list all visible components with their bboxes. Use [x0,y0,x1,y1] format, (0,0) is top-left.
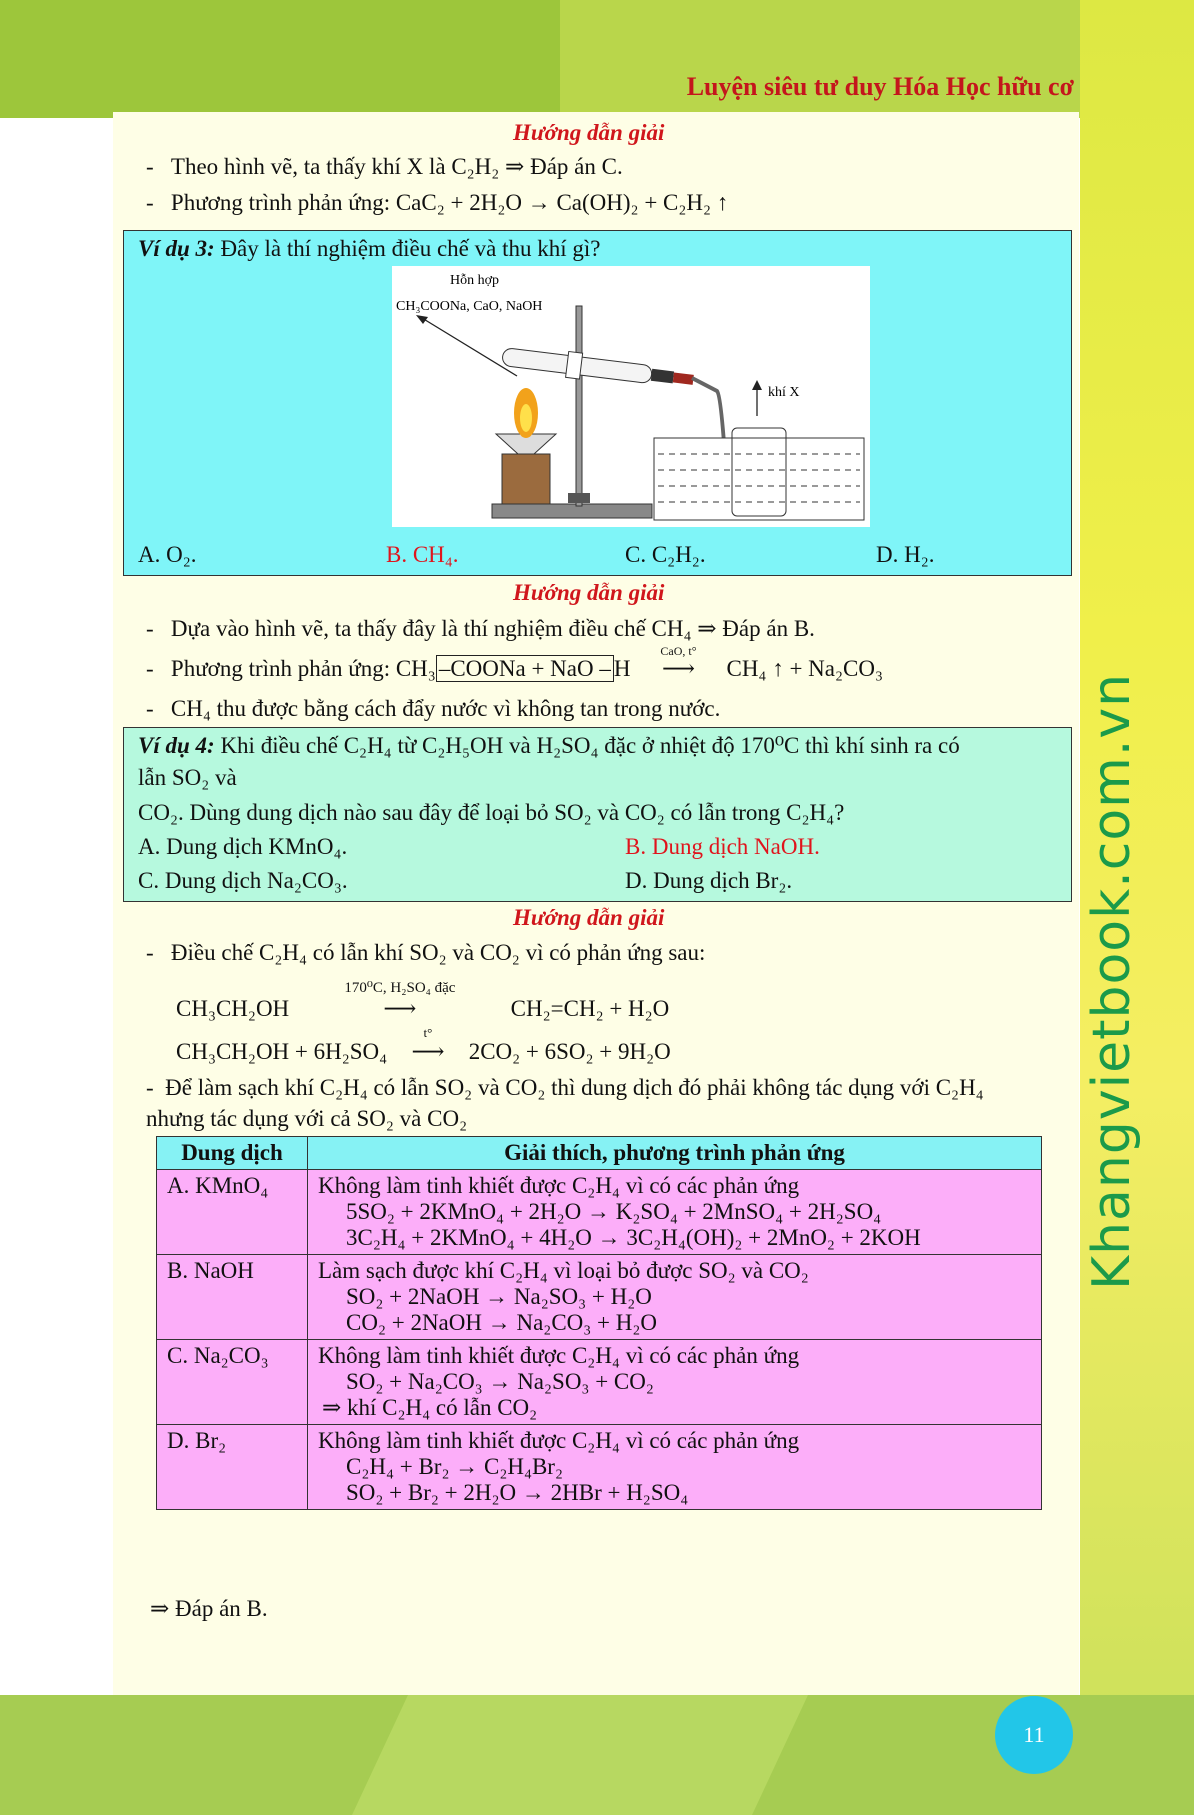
explanation-table [156,1136,1042,1510]
solution-heading-4: Hướng dẫn giải [513,905,665,930]
solution1-line2: - Phương trình phản ứng: CaC₂ + 2H₂O → Ca(OH)₂ + C₂H₂ ↑ [146,190,729,215]
table-cell-name: B. NaOH [157,1255,308,1340]
apparatus-figure [392,266,870,527]
solution3-line3: - CH₄ thu được bằng cách đẩy nước vì không tan trong nước. [146,696,721,721]
solution4-line3: nhưng tác dụng với cả SO₂ và CO₂ [146,1106,468,1131]
solution-heading-3: Hướng dẫn giải [513,580,665,605]
reaction1-condition: 170⁰C, H₂SO₄ đặc [344,980,456,996]
page-number: 11 [995,1696,1073,1774]
solution3-eq-boxed: –COONa + NaO – [436,655,614,682]
example4-option-d[interactable]: D. Dung dịch Br₂. [625,868,793,893]
table-equation: SO₂ + 2NaOH → Na₂SO₃ + H₂O [346,1284,652,1309]
solution4-line2: - Để làm sạch khí C₂H₄ có lẫn SO₂ và CO₂ thì dung dịch đó phải không tác dụng với C₂H₄ [146,1075,984,1100]
example4-text1: Khi điều chế C₂H₄ từ C₂H₅OH và H₂SO₄ đặc ở nhiệt độ 170⁰C thì khí sinh ra có [220,733,960,758]
example3-option-b[interactable]: B. CH₄. [386,542,459,567]
example4-question-line2: lẫn SO₂ và [138,765,237,790]
table-equation: CO₂ + 2NaOH → Na₂CO₃ + H₂O [346,1310,657,1335]
table-line: Không làm tinh khiết được C₂H₄ vì có các phản ứng [318,1173,800,1198]
example4-option-b[interactable]: B. Dung dịch NaOH. [625,834,820,859]
solution3-text1: Dựa vào hình vẽ, ta thấy đây là thí nghiệm điều chế CH₄ ⇒ Đáp án B. [170,616,815,641]
table-row [157,1170,1042,1255]
example4-option-a[interactable]: A. Dung dịch KMnO₄. [138,834,348,859]
solution-heading-1: Hướng dẫn giải [513,120,665,145]
footer-band-accent [352,1695,808,1815]
table-cell-explanation [308,1170,1042,1255]
solution4-text1: Điều chế C₂H₄ có lẫn khí SO₂ và CO₂ vì có phản ứng sau: [170,940,706,965]
reaction1-left: CH₃CH₂OH [176,996,290,1021]
table-cell-explanation [308,1340,1042,1425]
header-title: Luyện siêu tư duy Hóa Học hữu cơ [686,72,1074,101]
example4-label: Ví dụ 4: [138,733,215,758]
solution3-arrow-condition: CaO, t° [660,644,697,658]
table-cell-explanation [308,1255,1042,1340]
table-line: Không làm tinh khiết được C₂H₄ vì có các phản ứng [318,1428,800,1453]
example3-option-c[interactable]: C. C₂H₂. [625,542,706,567]
reaction1-arrow: 170⁰C, H₂SO₄ đặc ⟶ [295,996,505,1022]
table-cell-name: C. Na₂CO₃ [157,1340,308,1425]
table-equation: SO₂ + Br₂ + 2H₂O → 2HBr + H₂SO₄ [346,1480,689,1505]
solution4-text2: Để làm sạch khí C₂H₄ có lẫn SO₂ và CO₂ thì dung dịch đó phải không tác dụng với C₂H₄ [165,1075,984,1100]
table-row [157,1425,1042,1510]
table-cell-name: D. Br₂ [157,1425,308,1510]
solution3-arrow: CaO, t° ⟶ [630,656,726,682]
solution3-eq-prefix: Phương trình phản ứng: CH₃ [170,656,436,681]
figure-label-gas: khí X [768,385,800,400]
table-equation: ⇒ khí C₂H₄ có lẫn CO₂ [322,1395,538,1420]
reaction1-right: CH₂=CH₂ + H₂O [510,996,670,1021]
figure-label-mixture: Hỗn hợp [450,273,500,288]
table-row [157,1255,1042,1340]
table-cell-explanation [308,1425,1042,1510]
table-header-explanation: Giải thích, phương trình phản ứng [308,1137,1042,1170]
solution4-line1: - Điều chế C₂H₄ có lẫn khí SO₂ và CO₂ vì có phản ứng sau: [146,940,706,965]
solution3-text3: CH₄ thu được bằng cách đẩy nước vì không tan trong nước. [170,696,721,721]
solution1-text2: Phương trình phản ứng: CaC₂ + 2H₂O → Ca(OH)₂ + C₂H₂ ↑ [170,190,729,215]
table-header-row [157,1137,1042,1170]
reaction2-arrow: t° ⟶ [393,1039,463,1065]
example3-label: Ví dụ 3: [138,236,215,261]
table-equation: 5SO₂ + 2KMnO₄ + 2H₂O → K₂SO₄ + 2MnSO₄ + 2H₂SO₄ [346,1199,882,1224]
table-row [157,1340,1042,1425]
solution1-line1: - Theo hình vẽ, ta thấy khí X là C₂H₂ ⇒ Đáp án C. [146,154,623,179]
table-line: Không làm tinh khiết được C₂H₄ vì có các phản ứng [318,1343,800,1368]
solution3-eq-h: H [613,656,631,681]
reaction2-left: CH₃CH₂OH + 6H₂SO₄ [176,1039,388,1064]
table-equation: SO₂ + Na₂CO₃ → Na₂SO₃ + CO₂ [346,1369,654,1394]
reaction2-condition: t° [423,1025,433,1040]
table-equation: C₂H₄ + Br₂ → C₂H₄Br₂ [346,1454,563,1479]
reaction-1 [176,980,670,1022]
final-answer: ⇒ Đáp án B. [150,1596,268,1621]
watermark: Khangvietbook.com.vn [1082,672,1142,1290]
solution3-line1: - Dựa vào hình vẽ, ta thấy đây là thí nghiệm điều chế CH₄ ⇒ Đáp án B. [146,616,815,641]
example3-option-a[interactable]: A. O₂. [138,542,197,567]
example4-question-line3: CO₂. Dùng dung dịch nào sau đây để loại bỏ SO₂ và CO₂ có lẫn trong C₂H₄? [138,800,845,825]
table-line: Làm sạch được khí C₂H₄ vì loại bỏ được SO₂ và CO₂ [318,1258,809,1283]
example3-option-d[interactable]: D. H₂. [876,542,935,567]
table-cell-name: A. KMnO₄ [157,1170,308,1255]
example3-question [138,236,600,262]
solution3-eq-suffix: CH₄ ↑ + Na₂CO₃ [726,656,883,681]
table-header-solution: Dung dịch [157,1137,308,1170]
solution3-line2: - Phương trình phản ứng: CH₃ –COONa + NaO – H CaO, t° ⟶ CH₄ ↑ + Na₂CO₃ [146,644,883,681]
table-equation: 3C₂H₄ + 2KMnO₄ + 4H₂O → 3C₂H₄(OH)₂ + 2MnO₂ + 2KOH [346,1225,921,1250]
example4-question-line1 [138,733,960,759]
example3-text: Đây là thí nghiệm điều chế và thu khí gì? [220,236,601,261]
reaction-2 [176,1025,671,1065]
example4-option-c[interactable]: C. Dung dịch Na₂CO₃. [138,868,348,893]
solution1-text1: Theo hình vẽ, ta thấy khí X là C₂H₂ ⇒ Đáp án C. [170,154,623,179]
figure-label-chemicals: CH₃COONa, CaO, NaOH [396,299,543,314]
reaction2-right: 2CO₂ + 6SO₂ + 9H₂O [468,1039,671,1064]
